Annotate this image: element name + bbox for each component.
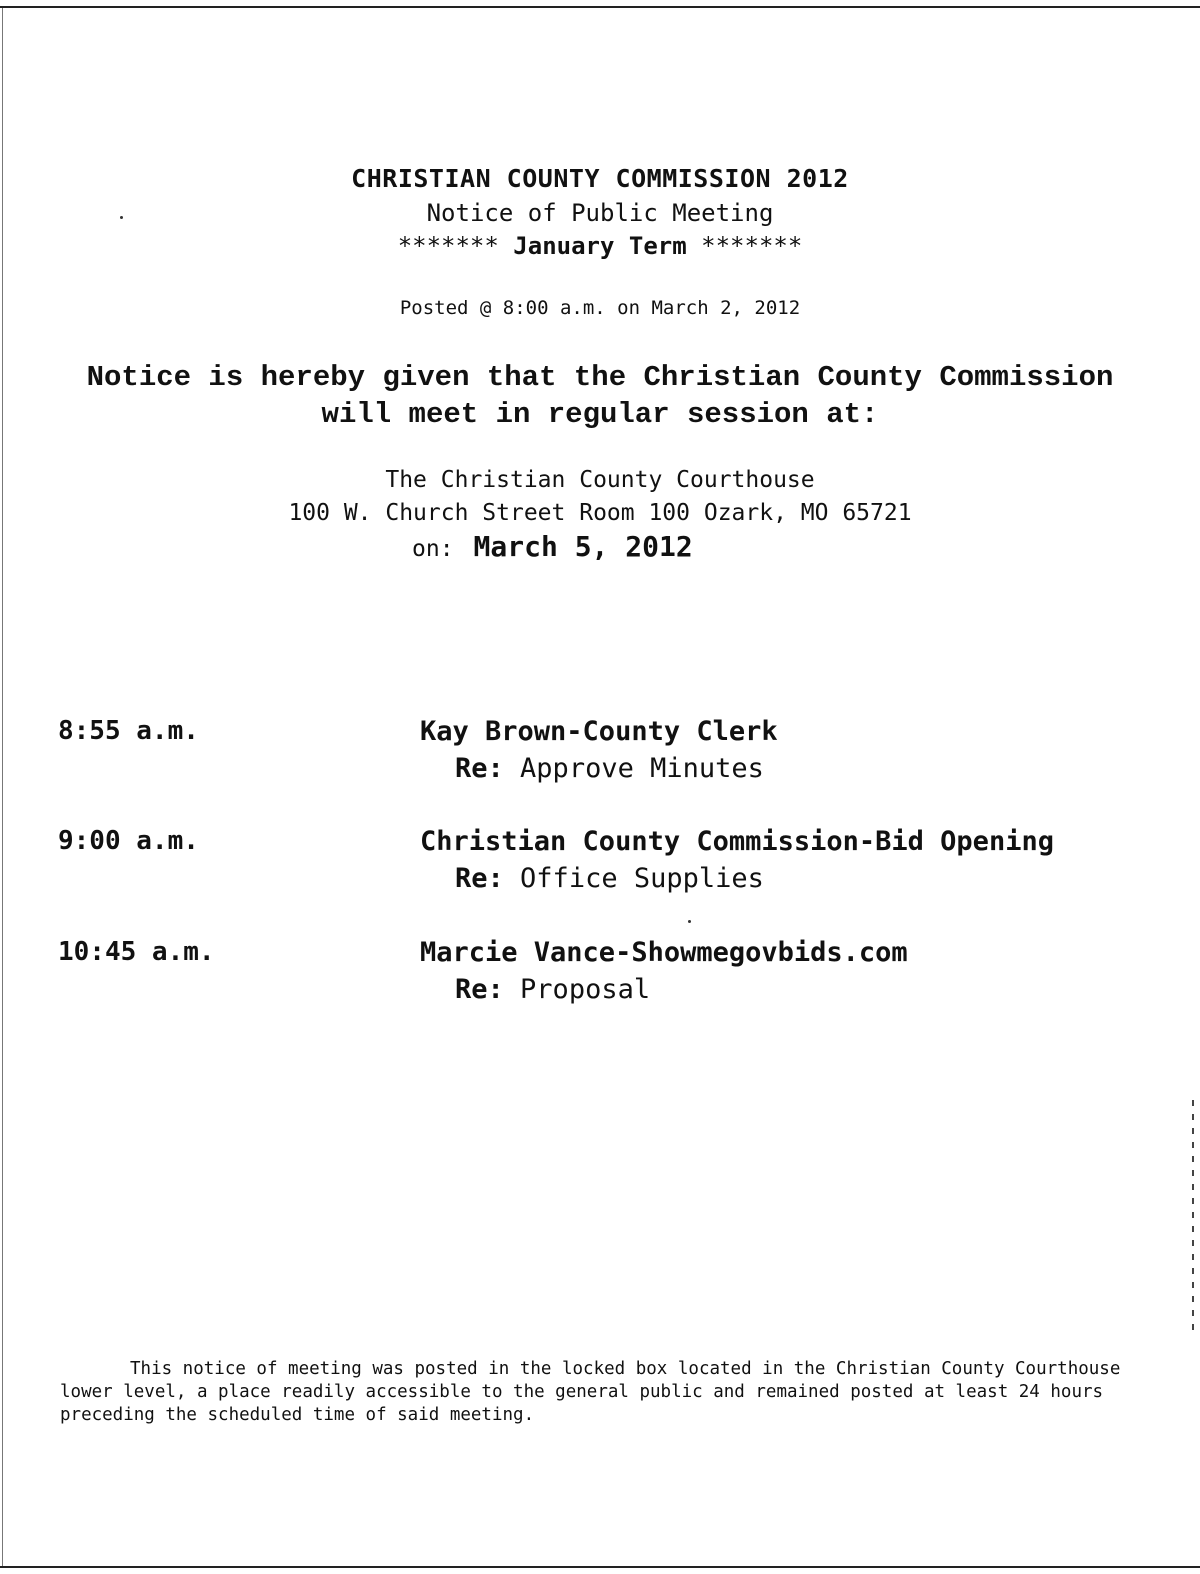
posted-line: Posted @ 8:00 a.m. on March 2, 2012 <box>399 297 801 319</box>
venue-name: The Christian County Courthouse <box>385 467 815 493</box>
term-stars-left: ******* <box>397 232 499 260</box>
venue-address: 100 W. Church Street Room 100 Ozark, MO 65721 <box>288 500 912 526</box>
right-edge-scan-marks <box>1192 1100 1194 1330</box>
re-label: Re: <box>455 863 504 894</box>
agenda-subject <box>455 974 650 1005</box>
agenda-subject <box>455 753 764 784</box>
meeting-date: March 5, 2012 <box>473 530 693 563</box>
document-subtitle: Notice of Public Meeting <box>426 199 774 227</box>
term-name: January Term <box>513 232 687 260</box>
bottom-border-line <box>0 1566 1200 1568</box>
agenda-time: 8:55 a.m. <box>58 716 199 746</box>
agenda-subject-text: Office Supplies <box>520 863 764 894</box>
agenda-presenter: Marcie Vance-Showmegovbids.com <box>420 937 908 968</box>
meeting-date-line <box>412 530 693 563</box>
agenda-time: 10:45 a.m. <box>58 937 215 967</box>
document-title: CHRISTIAN COUNTY COMMISSION 2012 <box>351 164 849 193</box>
agenda-subject <box>455 863 764 894</box>
on-label: on: <box>412 536 454 562</box>
re-label: Re: <box>455 753 504 784</box>
agenda-subject-text: Proposal <box>520 974 651 1005</box>
agenda-time: 9:00 a.m. <box>58 826 199 856</box>
re-label: Re: <box>455 974 504 1005</box>
term-line <box>0 232 1200 260</box>
agenda-presenter: Christian County Commission-Bid Opening <box>420 826 1054 857</box>
notice-line-2: will meet in regular session at: <box>321 398 879 431</box>
top-border-line <box>0 6 1200 8</box>
notice-line-1: Notice is hereby given that the Christian County Commission <box>86 361 1114 394</box>
term-stars-right: ******* <box>701 232 803 260</box>
posting-notice-footer: This notice of meeting was posted in the locked box located in the Christian County Courthouse lower level, a place readily accessible to the general public and remained posted at least 24 hours preceding the scheduled time of said meeting. <box>60 1359 1121 1425</box>
scan-speck <box>688 920 691 923</box>
agenda-subject-text: Approve Minutes <box>520 753 764 784</box>
agenda-presenter: Kay Brown-County Clerk <box>420 716 778 747</box>
